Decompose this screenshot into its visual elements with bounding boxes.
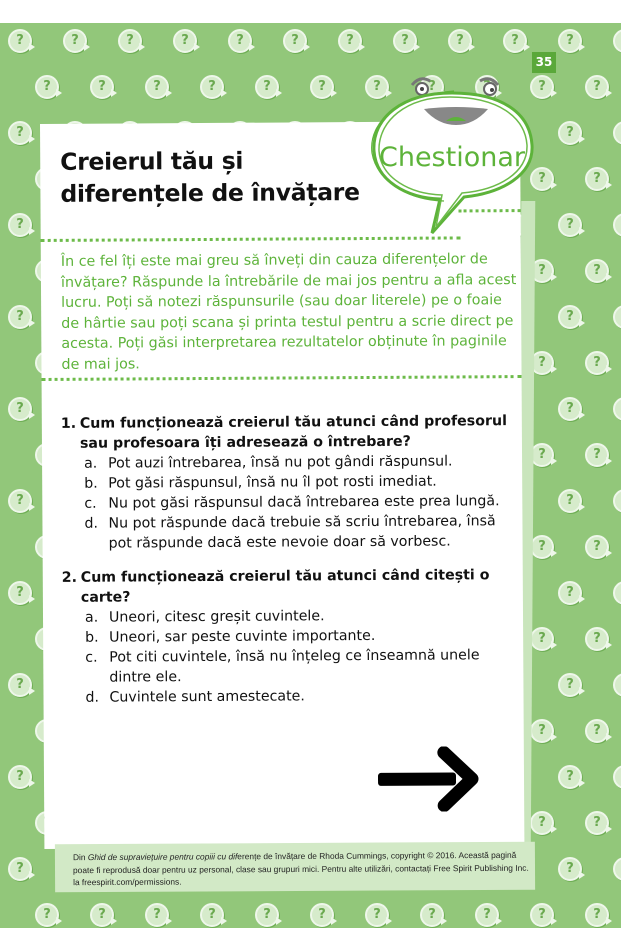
question-bubble-icon	[585, 443, 609, 467]
question-bubble-icon	[530, 535, 554, 559]
title-line-1: Creierul tău și	[60, 146, 244, 176]
question-bubble-icon	[8, 581, 32, 605]
question-bubble-icon	[8, 121, 32, 145]
question-bubble-icon	[558, 857, 582, 881]
question-text: Cum funcționează creierul tău atunci când profesorul sau profesoara îți adresează o întrebare?	[79, 413, 507, 452]
option-letter: a.	[84, 609, 99, 626]
question-bubble-icon	[118, 29, 142, 53]
divider-bottom	[42, 375, 522, 381]
page-background	[0, 23, 621, 928]
page-number-badge: 35	[532, 52, 556, 73]
speech-bubble-face-icon	[362, 63, 542, 238]
question-bubble-icon	[613, 857, 621, 881]
copyright-footer	[55, 842, 535, 893]
question-bubble-icon	[585, 811, 609, 835]
question-bubble-icon	[530, 811, 554, 835]
question-bubble-icon	[255, 75, 279, 99]
question-bubble-icon	[283, 29, 307, 53]
question-bubble-icon	[475, 903, 499, 927]
arrow-right-icon[interactable]	[378, 746, 488, 812]
option-letter: d.	[84, 515, 99, 532]
option-text: Nu pot găsi răspunsul dacă întrebarea este prea lungă.	[108, 493, 500, 512]
question-bubble-icon	[613, 489, 621, 513]
question-bubble-icon	[8, 397, 32, 421]
question-bubble-icon	[310, 75, 334, 99]
question-bubble-icon	[530, 719, 554, 743]
question-bubble-icon	[558, 29, 582, 53]
question-bubble-icon	[613, 29, 621, 53]
question-bubble-icon	[613, 765, 621, 789]
question-bubble-icon	[585, 627, 609, 651]
question-bubble-icon	[90, 75, 114, 99]
option-text: Uneori, citesc greșit cuvintele.	[108, 608, 325, 626]
question-bubble-icon	[558, 673, 582, 697]
question-bubble-icon	[613, 397, 621, 421]
question-bubble-icon	[8, 213, 32, 237]
question-bubble-icon	[613, 305, 621, 329]
question-bubble-icon	[530, 443, 554, 467]
footer-book-title: Ghid de supraviețuire pentru copiii cu dif	[87, 851, 238, 863]
option-letter: b.	[84, 475, 98, 492]
option-letter: c.	[84, 495, 97, 512]
question-bubble-icon	[8, 29, 32, 53]
question-bubble-icon	[585, 75, 609, 99]
title-line-2: diferențele de învățare	[60, 178, 360, 208]
question-bubble-icon	[90, 903, 114, 927]
question-bubble-icon	[365, 903, 389, 927]
question-text: Cum funcționează creierul tău atunci când citești o carte?	[80, 567, 490, 606]
answer-option[interactable]	[84, 511, 516, 554]
answer-option[interactable]	[84, 471, 516, 494]
question-bubble-icon	[228, 29, 252, 53]
question-bubble-icon	[145, 903, 169, 927]
question-bubble-icon	[585, 535, 609, 559]
question-bubble-icon	[530, 627, 554, 651]
question-bubble-icon	[585, 903, 609, 927]
question-bubble-icon	[393, 29, 417, 53]
question-bubble-icon	[200, 75, 224, 99]
answer-option[interactable]	[85, 605, 517, 628]
question-bubble-icon	[585, 351, 609, 375]
question-bubble-icon	[255, 903, 279, 927]
footer-rest: erențe de învățare de Rhoda Cummings, copyright © 2016. Această pagină poate fi reprodusă doar pentru uz personal, clase sau grupuri mici. Pentru alte utilizări, contactați Free Spirit Publishing Inc. la freespirit.com/permissions.	[72, 849, 529, 888]
option-letter: c.	[85, 649, 98, 666]
question-bubble-icon	[585, 167, 609, 191]
question-number: 2.	[61, 569, 78, 586]
question-bubble-icon	[420, 903, 444, 927]
question-bubble-icon	[613, 213, 621, 237]
answer-option[interactable]	[84, 491, 516, 514]
question-bubble-icon	[503, 29, 527, 53]
question-bubble-icon	[448, 29, 472, 53]
question-bubble-icon	[558, 581, 582, 605]
question-bubble-icon	[35, 903, 59, 927]
option-text: Pot găsi răspunsul, însă nu îl pot rosti imediat.	[108, 473, 437, 492]
option-text: Nu pot răspunde dacă trebuie să scriu întrebarea, însă pot răspunde dacă este nevoie doar să vorbesc.	[108, 513, 496, 552]
question-bubble-icon	[613, 121, 621, 145]
question-bubble-icon	[8, 765, 32, 789]
option-letter: b.	[85, 629, 99, 646]
question-bubble-icon	[558, 305, 582, 329]
question-bubble-icon	[558, 489, 582, 513]
question-number: 1.	[60, 415, 77, 432]
question-bubble-icon	[200, 903, 224, 927]
answer-option[interactable]	[84, 451, 516, 474]
question-2	[62, 565, 518, 708]
question-bubble-icon	[558, 121, 582, 145]
page-title	[60, 144, 360, 210]
option-letter: a.	[84, 455, 98, 472]
question-bubble-icon	[8, 305, 32, 329]
question-bubble-icon	[145, 75, 169, 99]
question-bubble-icon	[63, 29, 87, 53]
question-1	[61, 411, 517, 554]
question-bubble-icon	[585, 719, 609, 743]
option-letter: d.	[85, 689, 100, 706]
badge-label: Chestionar	[378, 142, 526, 173]
copyright-text	[73, 849, 533, 889]
question-bubble-icon	[338, 29, 362, 53]
question-bubble-icon	[558, 765, 582, 789]
footer-prefix: Din	[72, 852, 88, 863]
option-text: Cuvintele sunt amestecate.	[109, 688, 305, 706]
intro-paragraph: În ce fel îți este mai greu să înveți din cauza diferențelor de învățare? Răspunde la întrebările de mai jos pentru a afla acest lucru. Poți să notezi răspunsurile (sau doar literele) pe o foaie de hârtie sau poți scana și printa testul pentru a scrie direct pe acesta. Poți găsi interpretarea rezultatelor obținute în paginile de mai jos.	[60, 251, 517, 373]
question-bubble-icon	[613, 581, 621, 605]
question-bubble-icon	[8, 489, 32, 513]
question-bubble-icon	[173, 29, 197, 53]
question-bubble-icon	[8, 857, 32, 881]
question-bubble-icon	[558, 213, 582, 237]
question-bubble-icon	[8, 673, 32, 697]
answer-option[interactable]	[85, 685, 517, 708]
option-text: Uneori, sar peste cuvinte importante.	[109, 627, 376, 646]
question-bubble-icon	[558, 397, 582, 421]
question-list	[61, 411, 518, 722]
question-bubble-icon	[585, 259, 609, 283]
option-text: Pot auzi întrebarea, însă nu pot gândi răspunsul.	[108, 453, 453, 472]
option-text: Pot citi cuvintele, însă nu înțeleg ce înseamnă unele dintre ele.	[109, 647, 480, 686]
question-bubble-icon	[613, 673, 621, 697]
answer-option[interactable]	[85, 645, 517, 688]
answer-option[interactable]	[85, 625, 517, 648]
question-bubble-icon	[310, 903, 334, 927]
question-bubble-icon	[35, 75, 59, 99]
question-bubble-icon	[530, 903, 554, 927]
